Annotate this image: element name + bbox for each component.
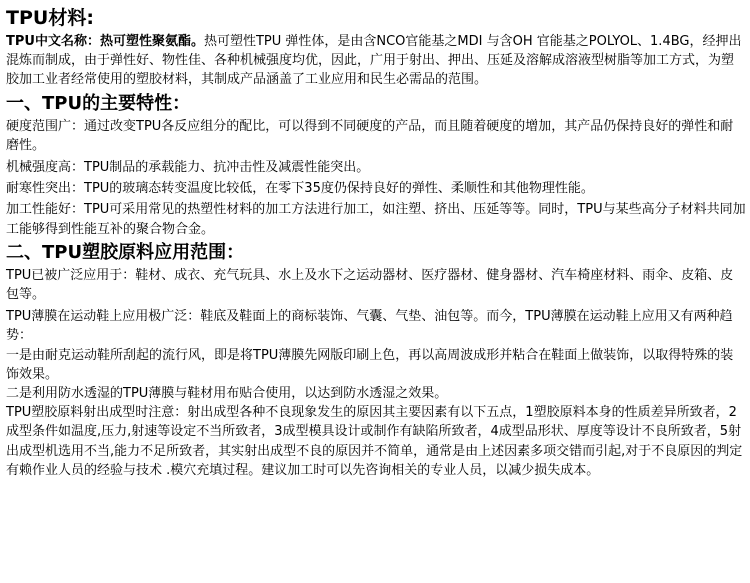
section-heading-applications: 二、TPU塑胶原料应用范围： xyxy=(6,241,245,263)
application-paragraph: TPU薄膜在运动鞋上应用极广泛：鞋底及鞋面上的商标装饰、气囊、气垫、油包等。而今，TPU薄膜在运动鞋上应用又有两种趋势： xyxy=(6,309,733,344)
property-paragraph: 加工性能好：TPU可采用常见的热塑性材料的加工方法进行加工，如注塑、挤出、压延等等。同时，TPU与某些高分子材料共同加工能够得到性能互补的聚合物合金。 xyxy=(6,202,746,237)
document-title: TPU材料: xyxy=(6,7,94,29)
section-heading-properties: 一、TPU的主要特性： xyxy=(6,92,191,114)
intro-lead: TPU中文名称：热可塑性聚氨酯。 xyxy=(6,34,204,49)
application-paragraph: 一是由耐克运动鞋所刮起的流行风，即是将TPU薄膜先网版印刷上色，再以高周波成形并粘合在鞋面上做装饰，以取得特殊的装饰效果。 xyxy=(6,347,734,382)
property-paragraph: 硬度范围广：通过改变TPU各反应组分的配比，可以得到不同硬度的产品，而且随着硬度的增加，其产品仍保持良好的弹性和耐磨性。 xyxy=(6,118,734,153)
application-paragraph: 二是利用防水透湿的TPU薄膜与鞋材用布贴合使用，以达到防水透湿之效果。 xyxy=(6,386,448,402)
application-paragraph: TPU塑胶原料射出成型时注意：射出成型各种不良现象发生的原因其主要因素有以下五点，1塑胶原料本身的性质差异所致者，2成型条件如温度,压力,射速等设定不当所致者，3成型模具设计或制作有缺陷所致者，4成型品形状、厚度等设计不良所致者，5射出成型机选用不当,能力不足所致者，其实射出成型不良的原因并不简单，通常是由上述因素多项交错而引起,对于不良原因的判定有赖作业人员的经验与技术 .模穴充填过程。建议加工时可以先咨询相关的专业人员，以减少损失成本。 xyxy=(6,405,743,478)
document-body xyxy=(6,6,746,480)
intro-paragraph xyxy=(6,32,746,90)
property-paragraph: 耐寒性突出：TPU的玻璃态转变温度比较低，在零下35度仍保持良好的弹性、柔顺性和其他物理性能。 xyxy=(6,181,594,197)
intro-text: 热可塑性TPU 弹性体，是由含NCO官能基之MDI 与含OH 官能基之POLYOL、1.4BG，经押出混炼而制成，由于弹性好、物性佳、各种机械强度均优，因此，广用于射出、押出、压延及溶解成溶液型树脂等加工方式，为塑胶加工业者经常使用的塑胶材料，其制成产品涵盖了工业应用和民生必需品的范围。 xyxy=(6,34,742,88)
property-paragraph: 机械强度高：TPU制品的承载能力、抗冲击性及减震性能突出。 xyxy=(6,160,370,176)
application-paragraph: TPU已被广泛应用于：鞋材、成衣、充气玩具、水上及水下之运动器材、医疗器材、健身器材、汽车椅座材料、雨伞、皮箱、皮包等。 xyxy=(6,267,734,303)
